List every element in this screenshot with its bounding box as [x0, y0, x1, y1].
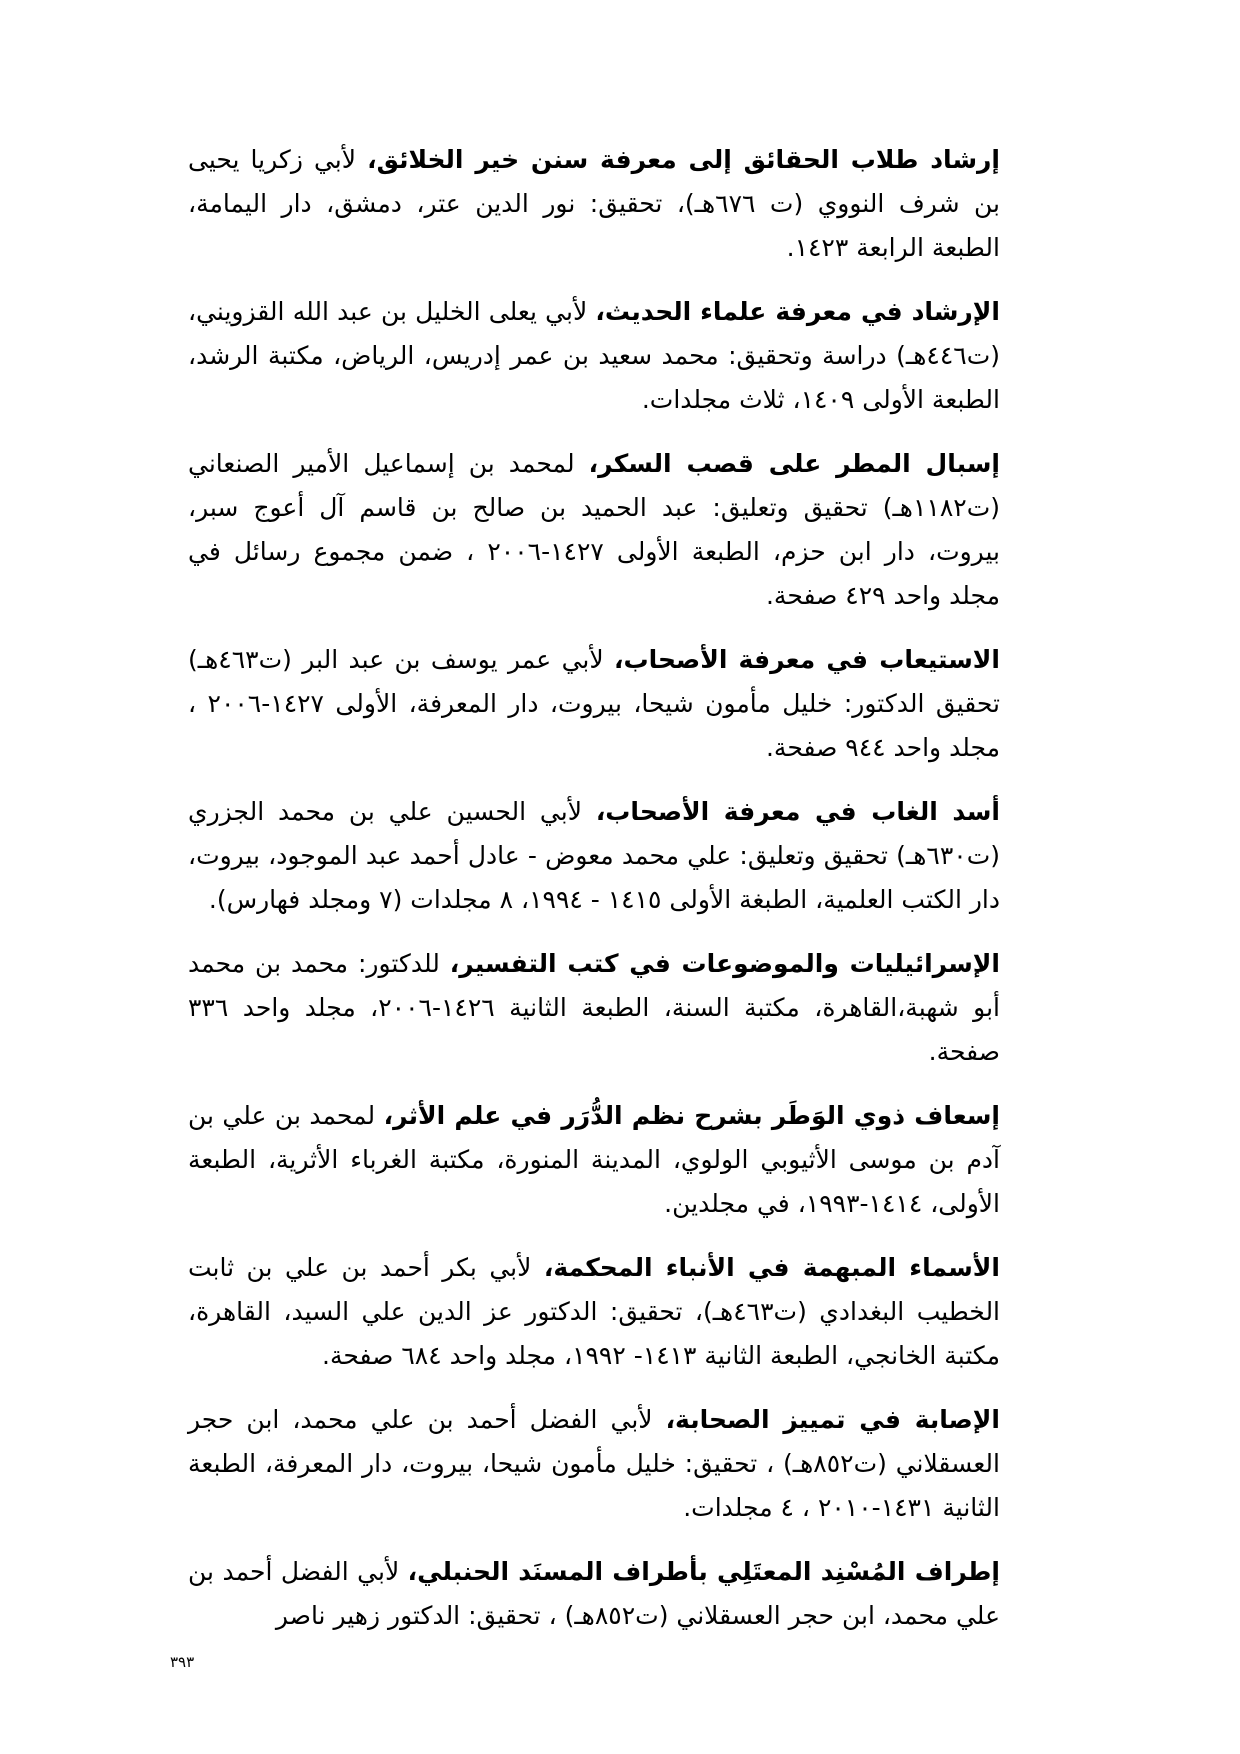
entry-title: إسعاف ذوي الوَطَر بشرح نظم الدُّرَر في علم الأثر،	[383, 1101, 1000, 1130]
bibliography-entry	[188, 1094, 1000, 1226]
bibliography-entry	[188, 790, 1000, 922]
bibliography-entry	[188, 138, 1000, 270]
entry-title: الإسرائيليات والموضوعات في كتب التفسير،	[449, 949, 1000, 978]
bibliography-entry	[188, 442, 1000, 618]
entry-title: الأسماء المبهمة في الأنباء المحكمة،	[543, 1253, 1000, 1282]
bibliography-entry	[188, 1246, 1000, 1378]
entry-title: الإصابة في تمييز الصحابة،	[665, 1405, 1000, 1434]
entry-title: إطراف المُسْنِد المعتَلِي بأطراف المسنَد الحنبلي،	[407, 1557, 1000, 1586]
entry-body: لأبي الفضل أحمد بن علي محمد، ابن حجر العسقلاني (ت٨٥٢هـ) ، تحقيق: الدكتور زهير ناصر	[188, 1557, 1000, 1630]
entry-title: الإرشاد في معرفة علماء الحديث،	[595, 297, 1000, 326]
bibliography-entry	[188, 1550, 1000, 1638]
entry-title: أسد الغاب في معرفة الأصحاب،	[595, 797, 1000, 826]
entry-body: لأبي عمر يوسف بن عبد البر (ت٤٦٣هـ) تحقيق الدكتور: خليل مأمون شيحا، بيروت، دار المعرفة، الأولى ١٤٢٧-٢٠٠٦ ، مجلد واحد ٩٤٤ صفحة.	[188, 645, 1000, 762]
bibliography-entry	[188, 290, 1000, 422]
entry-title: إرشاد طلاب الحقائق إلى معرفة سنن خير الخلائق،	[367, 145, 1000, 174]
entry-body: لأبي بكر أحمد بن علي بن ثابت الخطيب البغدادي (ت٤٦٣هـ)، تحقيق: الدكتور عز الدين علي السيد، القاهرة، مكتبة الخانجي، الطبعة الثانية ١٤١٣- ١٩٩٢، مجلد واحد ٦٨٤ صفحة.	[188, 1253, 1001, 1370]
entry-title: الاستيعاب في معرفة الأصحاب،	[614, 645, 1000, 674]
bibliography-entry	[188, 638, 1000, 770]
entry-body: لأبي الحسين علي بن محمد الجزري (ت٦٣٠هـ) تحقيق وتعليق: علي محمد معوض - عادل أحمد عبد الموجود، بيروت، دار الكتب العلمية، الطبغة الأولى ١٤١٥ - ١٩٩٤، ٨ مجلدات (٧ ومجلد فهارس).	[188, 797, 1000, 914]
entry-body: للدكتور: محمد بن محمد أبو شهبة،القاهرة، مكتبة السنة، الطبعة الثانية ١٤٢٦-٢٠٠٦، مجلد واحد ٣٣٦ صفحة.	[188, 949, 1000, 1066]
entry-title: إسبال المطر على قصب السكر،	[588, 449, 1001, 478]
bibliography-entry	[188, 942, 1000, 1074]
entry-body: لمحمد بن علي بن آدم بن موسى الأثيوبي الولوي، المدينة المنورة، مكتبة الغرباء الأثرية، الطبعة الأولى، ١٤١٤-١٩٩٣، في مجلدين.	[188, 1101, 1000, 1218]
page-number: ٣٩٣	[170, 1653, 195, 1671]
bibliography-page	[188, 138, 1000, 1658]
bibliography-entry	[188, 1398, 1000, 1530]
entry-body: لأبي زكريا يحيى بن شرف النووي (ت ٦٧٦هـ)، تحقيق: نور الدين عتر، دمشق، دار اليمامة، الطبعة الرابعة ١٤٢٣.	[188, 145, 1000, 262]
entry-body: لمحمد بن إسماعيل الأمير الصنعاني (ت١١٨٢هـ) تحقيق وتعليق: عبد الحميد بن صالح بن قاسم آل أعوج سبر، بيروت، دار ابن حزم، الطبعة الأولى ١٤٢٧-٢٠٠٦ ، ضمن مجموع رسائل في مجلد واحد ٤٢٩ صفحة.	[188, 449, 1000, 610]
entry-body: لأبي يعلى الخليل بن عبد الله القزويني، (ت٤٤٦هـ) دراسة وتحقيق: محمد سعيد بن عمر إدريس، الرياض، مكتبة الرشد، الطبعة الأولى ١٤٠٩، ثلاث مجلدات.	[188, 297, 1000, 414]
entry-body: لأبي الفضل أحمد بن علي محمد، ابن حجر العسقلاني (ت٨٥٢هـ) ، تحقيق: خليل مأمون شيحا، بيروت، دار المعرفة، الطبعة الثانية ١٤٣١-٢٠١٠ ، ٤ مجلدات.	[188, 1405, 1000, 1522]
